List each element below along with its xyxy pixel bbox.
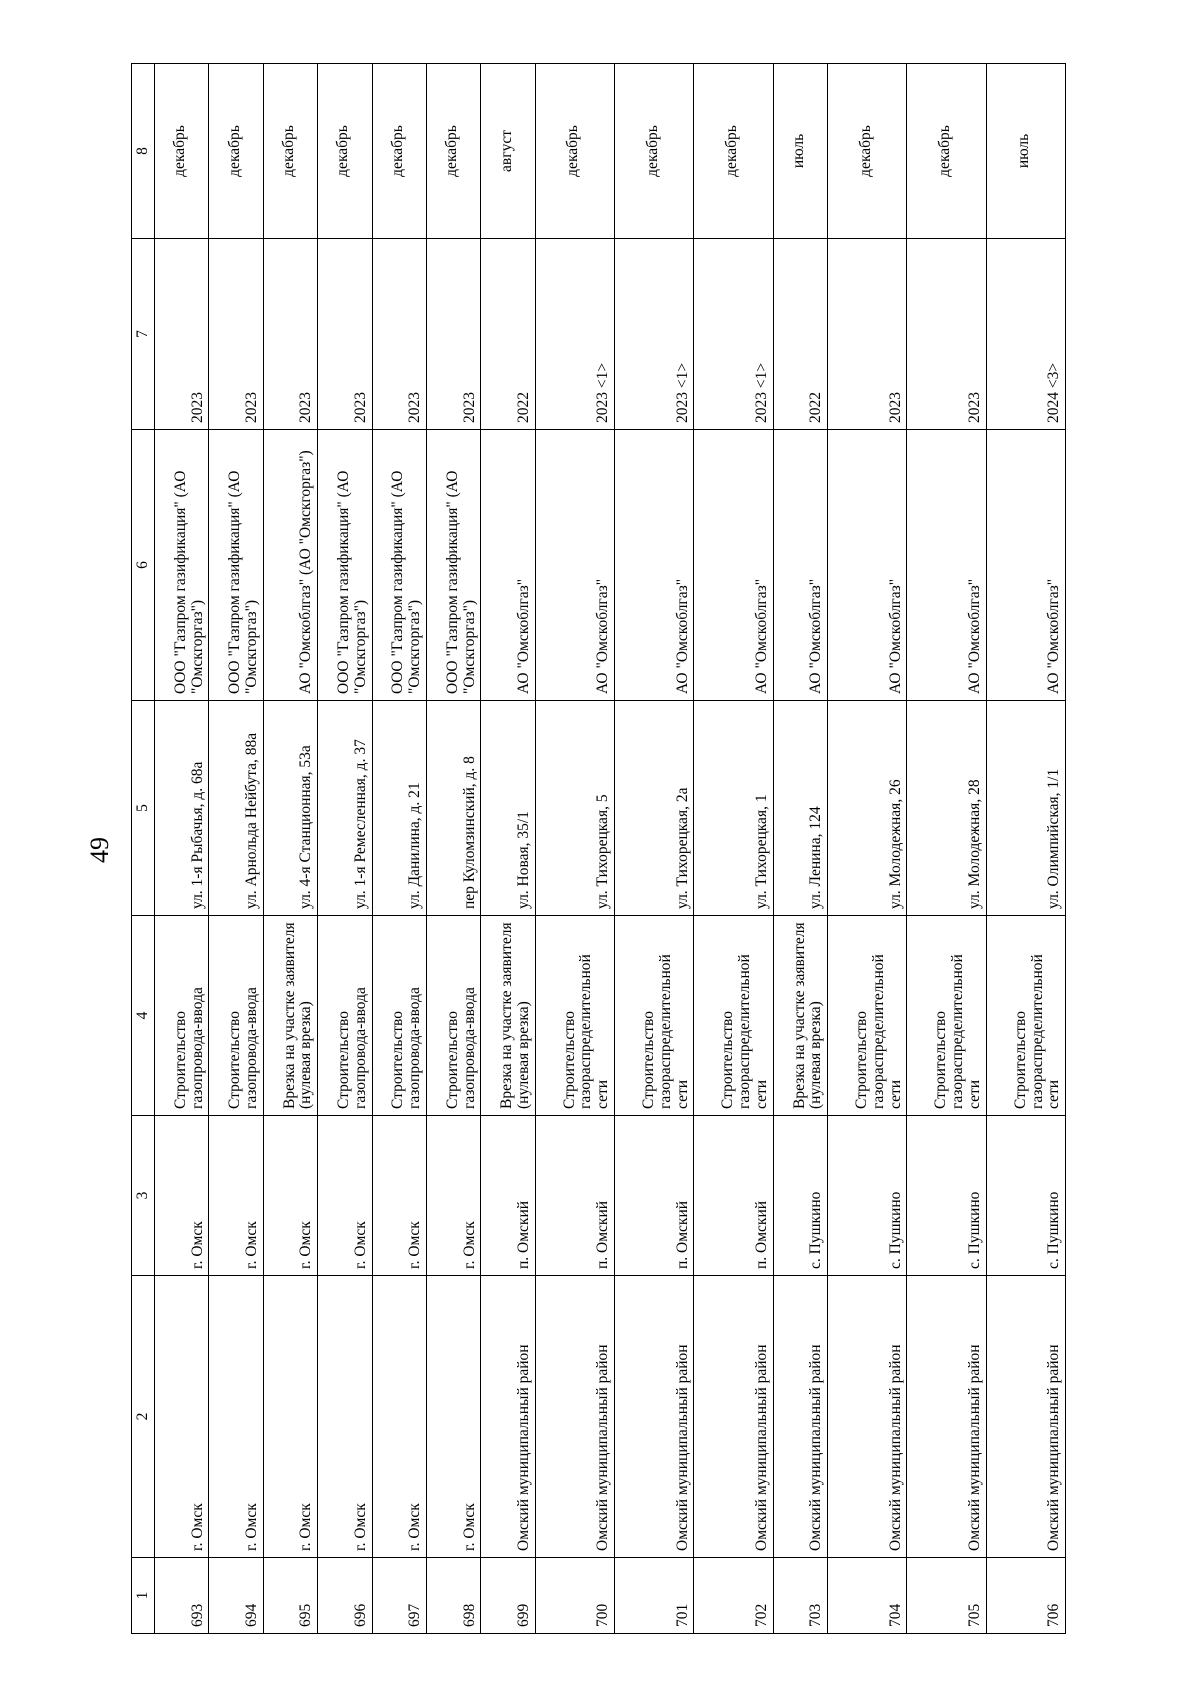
cell-month: декабрь xyxy=(907,64,986,239)
cell-year: 2023 <1> xyxy=(614,239,693,430)
cell-organization: ООО "Газпром газификация" (АО "Омскгоргаз") xyxy=(318,430,372,701)
cell-organization: АО "Омскоблгаз" xyxy=(986,430,1065,701)
cell-municipality: г. Омск xyxy=(209,1276,263,1558)
cell-settlement: п. Омский xyxy=(535,1116,614,1276)
cell-work-type: Строительство газопровода-ввода xyxy=(209,916,263,1116)
cell-month: декабрь xyxy=(614,64,693,239)
cell-municipality: Омский муниципальный район xyxy=(827,1276,906,1558)
cell-row-number: 702 xyxy=(694,1558,773,1634)
cell-month: декабрь xyxy=(209,64,263,239)
cell-settlement: г. Омск xyxy=(372,1116,426,1276)
cell-municipality: Омский муниципальный район xyxy=(986,1276,1065,1558)
cell-municipality: г. Омск xyxy=(155,1276,209,1558)
cell-row-number: 697 xyxy=(372,1558,426,1634)
cell-row-number: 703 xyxy=(773,1558,827,1634)
cell-settlement: с. Пушкино xyxy=(907,1116,986,1276)
cell-work-type: Строительство газораспределительной сети xyxy=(827,916,906,1116)
cell-work-type: Строительство газораспределительной сети xyxy=(535,916,614,1116)
cell-month: декабрь xyxy=(372,64,426,239)
cell-organization: ООО "Газпром газификация" (АО "Омскгоргаз") xyxy=(372,430,426,701)
table-row xyxy=(827,64,906,1634)
table-row xyxy=(209,64,263,1634)
cell-settlement: г. Омск xyxy=(318,1116,372,1276)
cell-work-type: Строительство газораспределительной сети xyxy=(986,916,1065,1116)
cell-work-type: Строительство газопровода-ввода xyxy=(318,916,372,1116)
cell-year: 2023 xyxy=(209,239,263,430)
cell-month: декабрь xyxy=(263,64,317,239)
cell-settlement: с. Пушкино xyxy=(986,1116,1065,1276)
cell-year: 2023 xyxy=(155,239,209,430)
cell-settlement: п. Омский xyxy=(614,1116,693,1276)
table-row xyxy=(773,64,827,1634)
cell-address: пер Куломзинский, д. 8 xyxy=(426,701,480,916)
cell-row-number: 706 xyxy=(986,1558,1065,1634)
cell-year: 2023 xyxy=(426,239,480,430)
cell-year: 2023 <1> xyxy=(694,239,773,430)
cell-row-number: 694 xyxy=(209,1558,263,1634)
cell-municipality: Омский муниципальный район xyxy=(907,1276,986,1558)
cell-work-type: Строительство газопровода-ввода xyxy=(372,916,426,1116)
cell-municipality: Омский муниципальный район xyxy=(614,1276,693,1558)
table-row xyxy=(155,64,209,1634)
cell-row-number: 700 xyxy=(535,1558,614,1634)
cell-month: июль xyxy=(773,64,827,239)
cell-municipality: Омский муниципальный район xyxy=(773,1276,827,1558)
cell-month: август xyxy=(481,64,535,239)
cell-work-type: Врезка на участке заявителя (нулевая врезка) xyxy=(481,916,535,1116)
table-row xyxy=(907,64,986,1634)
cell-organization: АО "Омскоблгаз" (АО "Омскгоргаз") xyxy=(263,430,317,701)
cell-work-type: Врезка на участке заявителя (нулевая врезка) xyxy=(263,916,317,1116)
cell-row-number: 693 xyxy=(155,1558,209,1634)
table-row xyxy=(986,64,1065,1634)
cell-address: ул. Молодежная, 26 xyxy=(827,701,906,916)
column-header-1: 1 xyxy=(132,1558,155,1634)
cell-municipality: Омский муниципальный район xyxy=(481,1276,535,1558)
cell-row-number: 696 xyxy=(318,1558,372,1634)
column-header-8: 8 xyxy=(132,64,155,239)
cell-work-type: Строительство газораспределительной сети xyxy=(907,916,986,1116)
column-header-7: 7 xyxy=(132,239,155,430)
cell-organization: АО "Омскоблгаз" xyxy=(481,430,535,701)
cell-address: ул. Олимпийская, 1/1 xyxy=(986,701,1065,916)
cell-municipality: г. Омск xyxy=(263,1276,317,1558)
cell-row-number: 695 xyxy=(263,1558,317,1634)
cell-address: ул. Ленина, 124 xyxy=(773,701,827,916)
cell-work-type: Врезка на участке заявителя (нулевая врезка) xyxy=(773,916,827,1116)
cell-municipality: г. Омск xyxy=(318,1276,372,1558)
cell-year: 2023 <1> xyxy=(535,239,614,430)
cell-address: ул. 4-я Станционная, 53а xyxy=(263,701,317,916)
cell-year: 2023 xyxy=(318,239,372,430)
cell-month: июль xyxy=(986,64,1065,239)
cell-row-number: 698 xyxy=(426,1558,480,1634)
cell-organization: АО "Омскоблгаз" xyxy=(773,430,827,701)
data-table xyxy=(131,63,1066,1634)
cell-settlement: п. Омский xyxy=(481,1116,535,1276)
cell-municipality: г. Омск xyxy=(426,1276,480,1558)
cell-settlement: г. Омск xyxy=(209,1116,263,1276)
table-row xyxy=(318,64,372,1634)
cell-row-number: 704 xyxy=(827,1558,906,1634)
table-header-row xyxy=(132,64,155,1634)
cell-settlement: г. Омск xyxy=(263,1116,317,1276)
cell-settlement: г. Омск xyxy=(155,1116,209,1276)
column-header-5: 5 xyxy=(132,701,155,916)
cell-settlement: с. Пушкино xyxy=(827,1116,906,1276)
cell-address: ул. Новая, 35/1 xyxy=(481,701,535,916)
cell-settlement: г. Омск xyxy=(426,1116,480,1276)
cell-organization: АО "Омскоблгаз" xyxy=(614,430,693,701)
table-row xyxy=(535,64,614,1634)
cell-address: ул. Арнольда Нейбута, 88а xyxy=(209,701,263,916)
cell-organization: ООО "Газпром газификация" (АО "Омскгоргаз") xyxy=(209,430,263,701)
cell-year: 2023 xyxy=(827,239,906,430)
table-row xyxy=(426,64,480,1634)
table-row xyxy=(694,64,773,1634)
cell-organization: АО "Омскоблгаз" xyxy=(535,430,614,701)
cell-month: декабрь xyxy=(318,64,372,239)
cell-month: декабрь xyxy=(155,64,209,239)
column-header-4: 4 xyxy=(132,916,155,1116)
cell-work-type: Строительство газопровода-ввода xyxy=(426,916,480,1116)
cell-address: ул. Данилина, д. 21 xyxy=(372,701,426,916)
cell-year: 2023 xyxy=(263,239,317,430)
table-row xyxy=(481,64,535,1634)
cell-organization: ООО "Газпром газификация" (АО "Омскгоргаз") xyxy=(155,430,209,701)
table-body xyxy=(155,64,1066,1634)
cell-organization: ООО "Газпром газификация" (АО "Омскгоргаз") xyxy=(426,430,480,701)
cell-row-number: 705 xyxy=(907,1558,986,1634)
cell-row-number: 699 xyxy=(481,1558,535,1634)
cell-address: ул. 1-я Рыбачья, д. 68а xyxy=(155,701,209,916)
column-header-6: 6 xyxy=(132,430,155,701)
cell-year: 2023 xyxy=(372,239,426,430)
cell-month: декабрь xyxy=(535,64,614,239)
cell-month: декабрь xyxy=(694,64,773,239)
cell-address: ул. Тихорецкая, 5 xyxy=(535,701,614,916)
cell-work-type: Строительство газораспределительной сети xyxy=(694,916,773,1116)
cell-year: 2022 xyxy=(773,239,827,430)
column-header-2: 2 xyxy=(132,1276,155,1558)
column-header-3: 3 xyxy=(132,1116,155,1276)
cell-year: 2022 xyxy=(481,239,535,430)
cell-year: 2023 xyxy=(907,239,986,430)
cell-address: ул. Молодежная, 28 xyxy=(907,701,986,916)
cell-organization: АО "Омскоблгаз" xyxy=(907,430,986,701)
cell-organization: АО "Омскоблгаз" xyxy=(827,430,906,701)
cell-address: ул. Тихорецкая, 1 xyxy=(694,701,773,916)
cell-row-number: 701 xyxy=(614,1558,693,1634)
cell-municipality: Омский муниципальный район xyxy=(694,1276,773,1558)
cell-municipality: г. Омск xyxy=(372,1276,426,1558)
cell-month: декабрь xyxy=(827,64,906,239)
table-row xyxy=(263,64,317,1634)
cell-work-type: Строительство газораспределительной сети xyxy=(614,916,693,1116)
cell-work-type: Строительство газопровода-ввода xyxy=(155,916,209,1116)
cell-month: декабрь xyxy=(426,64,480,239)
table-row xyxy=(372,64,426,1634)
cell-settlement: п. Омский xyxy=(694,1116,773,1276)
cell-address: ул. 1-я Ремесленная, д. 37 xyxy=(318,701,372,916)
cell-settlement: с. Пушкино xyxy=(773,1116,827,1276)
cell-municipality: Омский муниципальный район xyxy=(535,1276,614,1558)
cell-year: 2024 <3> xyxy=(986,239,1065,430)
cell-organization: АО "Омскоблгаз" xyxy=(694,430,773,701)
cell-address: ул. Тихорецкая, 2а xyxy=(614,701,693,916)
table-row xyxy=(614,64,693,1634)
rotated-table-wrapper xyxy=(131,64,1066,1634)
page-number: 49 xyxy=(85,837,114,863)
